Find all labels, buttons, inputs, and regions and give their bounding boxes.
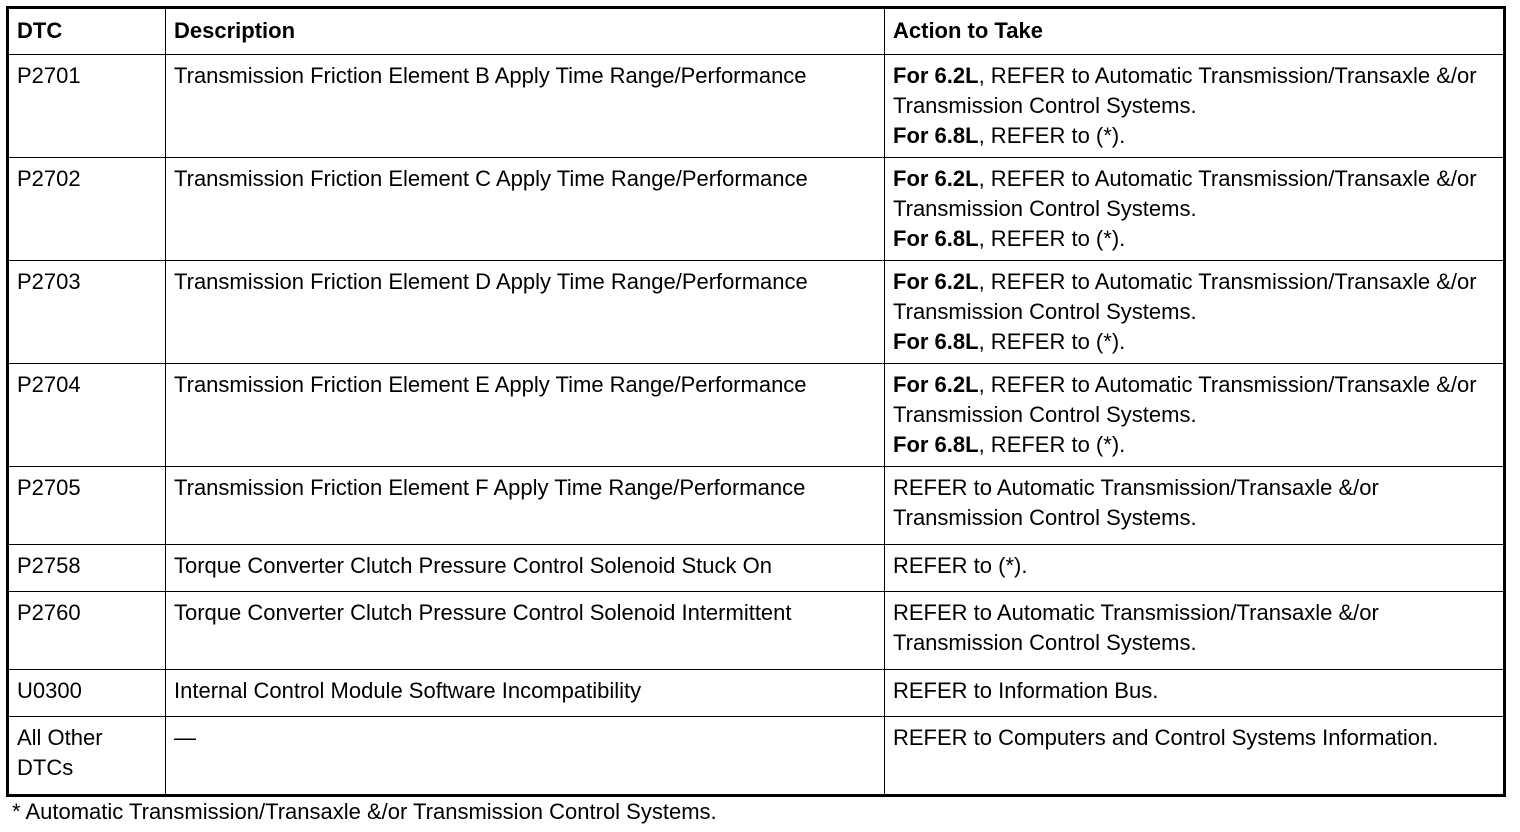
header-dtc: DTC xyxy=(8,8,166,55)
action-engine-label: For 6.8L xyxy=(893,329,979,354)
dtc-code: P2703 xyxy=(8,261,166,364)
action-text: , REFER to Automatic Transmission/Transaxle &/or Transmission Control Systems. xyxy=(893,372,1477,427)
table-row xyxy=(8,717,1505,796)
action-engine-label: For 6.2L xyxy=(893,63,979,88)
header-description: Description xyxy=(166,8,885,55)
dtc-description: Transmission Friction Element B Apply Time Range/Performance xyxy=(166,55,885,158)
dtc-code: P2704 xyxy=(8,364,166,467)
dtc-action xyxy=(885,55,1505,158)
dtc-action xyxy=(885,158,1505,261)
dtc-table xyxy=(6,6,1506,797)
action-engine-label: For 6.2L xyxy=(893,372,979,397)
dtc-action: REFER to (*). xyxy=(885,545,1505,592)
dtc-code: All Other DTCs xyxy=(8,717,166,796)
dtc-code: P2705 xyxy=(8,467,166,545)
dtc-code: P2758 xyxy=(8,545,166,592)
dtc-code: P2701 xyxy=(8,55,166,158)
dtc-description: Torque Converter Clutch Pressure Control Solenoid Stuck On xyxy=(166,545,885,592)
action-text: , REFER to Automatic Transmission/Transaxle &/or Transmission Control Systems. xyxy=(893,63,1477,118)
table-row xyxy=(8,364,1505,467)
action-text: , REFER to Automatic Transmission/Transaxle &/or Transmission Control Systems. xyxy=(893,166,1477,221)
action-engine-label: For 6.8L xyxy=(893,123,979,148)
dtc-description: Transmission Friction Element C Apply Time Range/Performance xyxy=(166,158,885,261)
dtc-action: REFER to Computers and Control Systems Information. xyxy=(885,717,1505,796)
dtc-description: Transmission Friction Element E Apply Time Range/Performance xyxy=(166,364,885,467)
dtc-code: P2760 xyxy=(8,592,166,670)
action-engine-label: For 6.2L xyxy=(893,166,979,191)
dtc-action: REFER to Information Bus. xyxy=(885,670,1505,717)
dtc-action: REFER to Automatic Transmission/Transaxle &/or Transmission Control Systems. xyxy=(885,592,1505,670)
action-text: , REFER to (*). xyxy=(978,329,1126,354)
footnote: * Automatic Transmission/Transaxle &/or Transmission Control Systems. xyxy=(12,799,717,824)
action-engine-label: For 6.8L xyxy=(893,226,979,251)
action-engine-label: For 6.2L xyxy=(893,269,979,294)
dtc-description: Transmission Friction Element F Apply Time Range/Performance xyxy=(166,467,885,545)
header-action: Action to Take xyxy=(885,8,1505,55)
table-row xyxy=(8,261,1505,364)
table-row xyxy=(8,55,1505,158)
table-row xyxy=(8,592,1505,670)
dtc-action: REFER to Automatic Transmission/Transaxle &/or Transmission Control Systems. xyxy=(885,467,1505,545)
dtc-code: P2702 xyxy=(8,158,166,261)
dtc-description: Torque Converter Clutch Pressure Control Solenoid Intermittent xyxy=(166,592,885,670)
table-row xyxy=(8,467,1505,545)
action-text: , REFER to (*). xyxy=(978,432,1126,457)
table-row xyxy=(8,670,1505,717)
table-row xyxy=(8,545,1505,592)
action-text: , REFER to (*). xyxy=(978,226,1126,251)
dtc-action xyxy=(885,261,1505,364)
action-engine-label: For 6.8L xyxy=(893,432,979,457)
dtc-action xyxy=(885,364,1505,467)
dtc-description: Transmission Friction Element D Apply Time Range/Performance xyxy=(166,261,885,364)
dtc-description: — xyxy=(166,717,885,796)
table-row xyxy=(8,158,1505,261)
dtc-description: Internal Control Module Software Incompatibility xyxy=(166,670,885,717)
action-text: , REFER to Automatic Transmission/Transaxle &/or Transmission Control Systems. xyxy=(893,269,1477,324)
action-text: , REFER to (*). xyxy=(978,123,1126,148)
table-header-row xyxy=(8,8,1505,55)
dtc-code: U0300 xyxy=(8,670,166,717)
